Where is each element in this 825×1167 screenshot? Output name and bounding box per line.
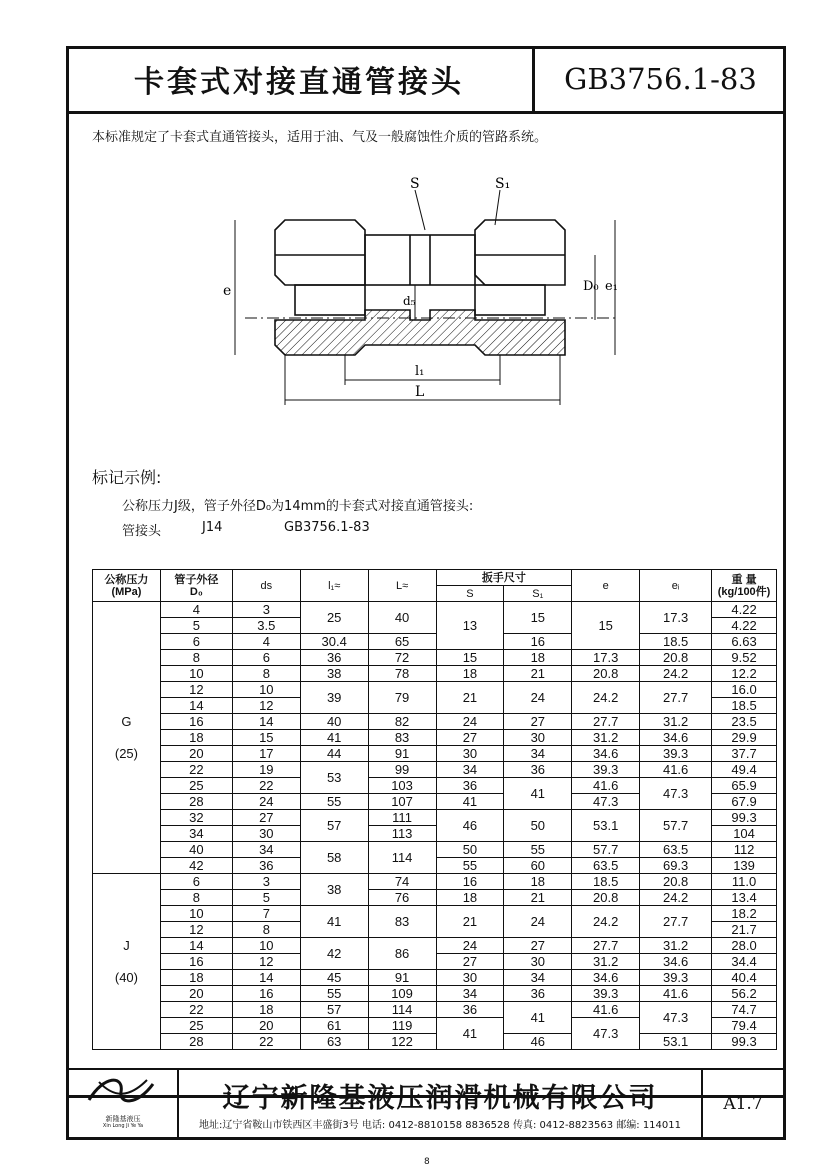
table-cell: 55 [436,858,504,874]
table-cell: 14 [232,970,300,986]
table-row [93,970,777,986]
table-cell: 41 [504,778,572,810]
table-cell: 15 [436,650,504,666]
table-cell: 14 [160,938,232,954]
table-cell: 44 [300,746,368,762]
table-cell: 6 [232,650,300,666]
table-cell: 6.63 [712,634,777,650]
table-cell: 27 [436,954,504,970]
table-cell: 34 [504,970,572,986]
pressure-class: J [123,937,130,953]
table-cell: 16.0 [712,682,777,698]
label-ds: d₅ [403,294,416,308]
table-cell: 57 [300,810,368,842]
table-cell: 99 [368,762,436,778]
table-cell: 21.7 [712,922,777,938]
table-cell: 41 [300,906,368,938]
table-cell: 40 [368,602,436,634]
table-cell: 16 [232,986,300,1002]
pressure-value: (40) [114,969,138,985]
table-cell: 4 [232,634,300,650]
table-cell: 17.3 [572,650,640,666]
table-cell: 30 [436,746,504,762]
table-cell: 15 [232,730,300,746]
table-cell: 18 [436,890,504,906]
example-heading: 标记示例: [92,468,162,487]
table-cell: 20 [160,986,232,1002]
table-cell: 22 [232,778,300,794]
table-cell: 61 [300,1018,368,1034]
col-weight: 重 量 (kg/100件) [712,570,777,602]
table-row [93,778,777,794]
table-cell: 40 [160,842,232,858]
table-cell: 9.52 [712,650,777,666]
label-s: S [410,176,420,192]
table-cell: 21 [436,906,504,938]
table-cell: 34 [436,762,504,778]
table-cell: 34 [504,746,572,762]
table-row [93,762,777,778]
logo-text: 新隆基液压 [105,1115,141,1123]
table-cell: 103 [368,778,436,794]
table-cell: 24 [504,682,572,714]
table-cell: 20.8 [640,650,712,666]
table-cell: 112 [712,842,777,858]
label-e1: e₁ [605,279,618,294]
table-cell: 10 [160,666,232,682]
table-cell: 21 [504,666,572,682]
table-cell: 13 [436,602,504,650]
label-s1: S₁ [495,176,511,192]
table-cell: 109 [368,986,436,1002]
table-cell: 20 [160,746,232,762]
table-cell: 6 [160,874,232,890]
table-row [93,890,777,906]
col-od: 管子外径 D₀ [160,570,232,602]
table-cell: 42 [300,938,368,970]
company-info [179,1070,703,1137]
example-name: 管接头 [122,524,162,539]
table-cell: 4 [160,602,232,618]
table-cell: 16 [160,714,232,730]
table-cell: 29.9 [712,730,777,746]
table-cell: 47.3 [640,1002,712,1034]
table-cell: 34 [436,986,504,1002]
table-cell: 47.3 [572,1018,640,1050]
company-logo [69,1070,179,1137]
table-row [93,842,777,858]
table-cell: 39.3 [640,970,712,986]
table-cell: 34 [232,842,300,858]
table-cell: 34.6 [572,746,640,762]
table-cell: 12 [232,698,300,714]
table-cell: 78 [368,666,436,682]
table-cell: 41 [504,1002,572,1034]
table-cell: 32 [160,810,232,826]
intro-text: 本标准规定了卡套式直通管接头，适用于油、气及一般腐蚀性介质的管路系统。 [92,130,548,145]
table-cell: 25 [160,778,232,794]
table-cell: 114 [368,842,436,874]
table-cell: 24.2 [640,666,712,682]
footer [66,1068,786,1140]
table-cell: 83 [368,906,436,938]
table-cell: 5 [160,618,232,634]
table-cell: 27.7 [640,906,712,938]
table-cell: 18 [436,666,504,682]
table-cell: 18.2 [712,906,777,922]
table-cell: 53.1 [572,810,640,842]
table-cell: 18 [504,874,572,890]
table-cell: 16 [436,874,504,890]
table-cell: 34.4 [712,954,777,970]
table-cell: 47.3 [640,778,712,810]
table-cell: 99.3 [712,810,777,826]
table-cell: 18 [504,650,572,666]
table-cell: 40 [300,714,368,730]
table-cell: 27 [504,938,572,954]
table-cell: 56.2 [712,986,777,1002]
table-cell: 41.6 [640,986,712,1002]
pressure-class: G [121,713,132,729]
table-cell: 139 [712,858,777,874]
table-cell: 46 [436,810,504,842]
table-cell: 27.7 [640,682,712,714]
page-code: A1.7 [723,1093,763,1114]
table-cell: 8 [232,666,300,682]
table-cell: 14 [232,714,300,730]
table-cell: 63.5 [640,842,712,858]
table-cell: 15 [504,602,572,634]
pressure-group [93,874,161,1050]
table-cell: 34 [160,826,232,842]
label-e: e [223,283,232,299]
table-cell: 39.3 [572,762,640,778]
col-e: e [572,570,640,602]
example-standard: GB3756.1-83 [284,520,370,535]
col-ds: ds [232,570,300,602]
table-cell: 11.0 [712,874,777,890]
table-cell: 69.3 [640,858,712,874]
table-cell: 18.5 [640,634,712,650]
table-cell: 113 [368,826,436,842]
table-cell: 31.2 [640,714,712,730]
table-cell: 10 [160,906,232,922]
table-cell: 57.7 [572,842,640,858]
table-cell: 57 [300,1002,368,1018]
table-cell: 36 [504,762,572,778]
table-cell: 12 [160,682,232,698]
table-cell: 27 [436,730,504,746]
example-code: J14 [202,520,223,535]
table-cell: 8 [160,650,232,666]
table-row [93,602,777,618]
table-cell: 30.4 [300,634,368,650]
company-name: 辽宁新隆基液压润滑机械有限公司 [222,1083,658,1114]
logo-subtext: Xin Long Ji Ye Ya [102,1123,144,1129]
table-cell: 28.0 [712,938,777,954]
table-cell: 22 [160,1002,232,1018]
table-cell: 30 [504,954,572,970]
table-cell: 41 [436,794,504,810]
table-cell: 20.8 [572,666,640,682]
table-row [93,666,777,682]
table-cell: 76 [368,890,436,906]
table-cell: 107 [368,794,436,810]
table-cell: 20.8 [640,874,712,890]
table-cell: 50 [504,810,572,842]
table-cell: 65 [368,634,436,650]
table-cell: 8 [160,890,232,906]
table-cell: 36 [436,1002,504,1018]
col-s: S [436,586,504,602]
table-cell: 24 [436,714,504,730]
table-cell: 12 [160,922,232,938]
table-cell: 82 [368,714,436,730]
table-cell: 27 [504,714,572,730]
table-row [93,682,777,698]
page-number: 8 [424,1157,430,1167]
pressure-group [93,602,161,874]
table-cell: 4.22 [712,602,777,618]
table-cell: 60 [504,858,572,874]
table-row [93,714,777,730]
table-row [93,986,777,1002]
table-cell: 72 [368,650,436,666]
table-cell: 41.6 [640,762,712,778]
table-cell: 23.5 [712,714,777,730]
table-cell: 3 [232,602,300,618]
table-row [93,746,777,762]
table-cell: 38 [300,874,368,906]
example-marking [122,520,370,539]
table-row [93,650,777,666]
table-cell: 63.5 [572,858,640,874]
table-row [93,874,777,890]
table-cell: 114 [368,1002,436,1018]
table-cell: 17 [232,746,300,762]
table-cell: 22 [232,1034,300,1050]
table-cell: 24 [436,938,504,954]
table-cell: 19 [232,762,300,778]
table-cell: 10 [232,682,300,698]
col-s1: S₁ [504,586,572,602]
table-cell: 79.4 [712,1018,777,1034]
table-cell: 13.4 [712,890,777,906]
table-cell: 10 [232,938,300,954]
table-cell: 47.3 [572,794,640,810]
table-cell: 27 [232,810,300,826]
table-cell: 39.3 [640,746,712,762]
table-cell: 83 [368,730,436,746]
table-cell: 104 [712,826,777,842]
table-cell: 86 [368,938,436,970]
table-cell: 38 [300,666,368,682]
table-row [93,1002,777,1018]
table-row [93,938,777,954]
table-cell: 36 [504,986,572,1002]
col-pressure: 公称压力 (MPa) [93,570,161,602]
table-cell: 14 [160,698,232,714]
table-row [93,1034,777,1050]
table-cell: 39.3 [572,986,640,1002]
label-l: L [415,384,425,400]
table-cell: 34.6 [572,970,640,986]
table-cell: 41 [436,1018,504,1050]
table-cell: 31.2 [572,730,640,746]
table-cell: 57.7 [640,810,712,842]
table-cell: 4.22 [712,618,777,634]
table-cell: 27.7 [572,938,640,954]
table-cell: 36 [300,650,368,666]
table-cell: 99.3 [712,1034,777,1050]
table-cell: 63 [300,1034,368,1050]
table-cell: 91 [368,970,436,986]
table-cell: 18 [232,1002,300,1018]
table-cell: 24 [232,794,300,810]
table-cell: 111 [368,810,436,826]
table-cell: 12 [232,954,300,970]
table-cell: 18.5 [572,874,640,890]
table-cell: 22 [160,762,232,778]
table-cell: 15 [572,602,640,650]
table-cell: 50 [436,842,504,858]
table-cell: 34.6 [640,954,712,970]
table-cell: 12.2 [712,666,777,682]
table-cell: 27.7 [572,714,640,730]
table-cell: 36 [232,858,300,874]
table-row [93,810,777,826]
pressure-value: (25) [114,745,138,761]
table-cell: 53.1 [640,1034,712,1050]
table-cell: 21 [504,890,572,906]
table-cell: 34.6 [640,730,712,746]
fitting-drawing [215,170,635,415]
table-cell: 36 [436,778,504,794]
label-l1: l₁ [415,364,425,379]
table-cell: 21 [436,682,504,714]
table-cell: 25 [160,1018,232,1034]
dimension-table [92,569,777,1050]
table-cell: 25 [300,602,368,634]
standard-number: GB3756.1-83 [564,61,757,96]
table-cell: 16 [160,954,232,970]
table-cell: 53 [300,762,368,794]
table-row [93,906,777,922]
table-cell: 24.2 [572,682,640,714]
table-cell: 65.9 [712,778,777,794]
company-address: 地址:辽宁省鞍山市铁西区丰盛街3号 电话: 0412-8810158 8836528 传真: 0412-8823563 邮编: 114011 [199,1120,681,1131]
table-cell: 28 [160,1034,232,1050]
table-cell: 3.5 [232,618,300,634]
table-cell: 55 [300,986,368,1002]
table-cell: 41 [300,730,368,746]
table-cell: 74.7 [712,1002,777,1018]
table-row [93,730,777,746]
table-cell: 42 [160,858,232,874]
table-cell: 8 [232,922,300,938]
table-cell: 20.8 [572,890,640,906]
table-cell: 74 [368,874,436,890]
table-row [93,634,777,650]
table-cell: 30 [504,730,572,746]
example-description: 公称压力J级，管子外径D₀为14mm的卡套式对接直通管接头: [122,499,474,514]
table-cell: 45 [300,970,368,986]
table-cell: 58 [300,842,368,874]
table-cell: 31.2 [640,938,712,954]
table-cell: 40.4 [712,970,777,986]
table-cell: 20 [232,1018,300,1034]
col-l1: l₁≈ [300,570,368,602]
table-cell: 24 [504,906,572,938]
table-cell: 37.7 [712,746,777,762]
col-wrench: 扳手尺寸 [436,570,572,586]
table-cell: 3 [232,874,300,890]
table-cell: 30 [232,826,300,842]
table-cell: 49.4 [712,762,777,778]
table-cell: 7 [232,906,300,922]
table-cell: 31.2 [572,954,640,970]
table-cell: 122 [368,1034,436,1050]
table-cell: 55 [504,842,572,858]
table-cell: 18.5 [712,698,777,714]
title-block [66,46,786,114]
table-cell: 91 [368,746,436,762]
table-cell: 24.2 [572,906,640,938]
table-cell: 17.3 [640,602,712,634]
table-cell: 16 [504,634,572,650]
table-cell: 18 [160,730,232,746]
table-cell: 67.9 [712,794,777,810]
table-cell: 6 [160,634,232,650]
table-cell: 28 [160,794,232,810]
col-l: L≈ [368,570,436,602]
table-cell: 39 [300,682,368,714]
table-cell: 41.6 [572,778,640,794]
table-cell: 41.6 [572,1002,640,1018]
col-e1: eᵢ [640,570,712,602]
page-title: 卡套式对接直通管接头 [66,46,535,111]
table-cell: 55 [300,794,368,810]
table-cell: 79 [368,682,436,714]
logo-icon [69,1070,173,1114]
table-cell: 30 [436,970,504,986]
label-d0: D₀ [583,279,599,294]
table-cell: 18 [160,970,232,986]
table-cell: 46 [504,1034,572,1050]
table-cell: 24.2 [640,890,712,906]
table-cell: 119 [368,1018,436,1034]
table-cell: 5 [232,890,300,906]
